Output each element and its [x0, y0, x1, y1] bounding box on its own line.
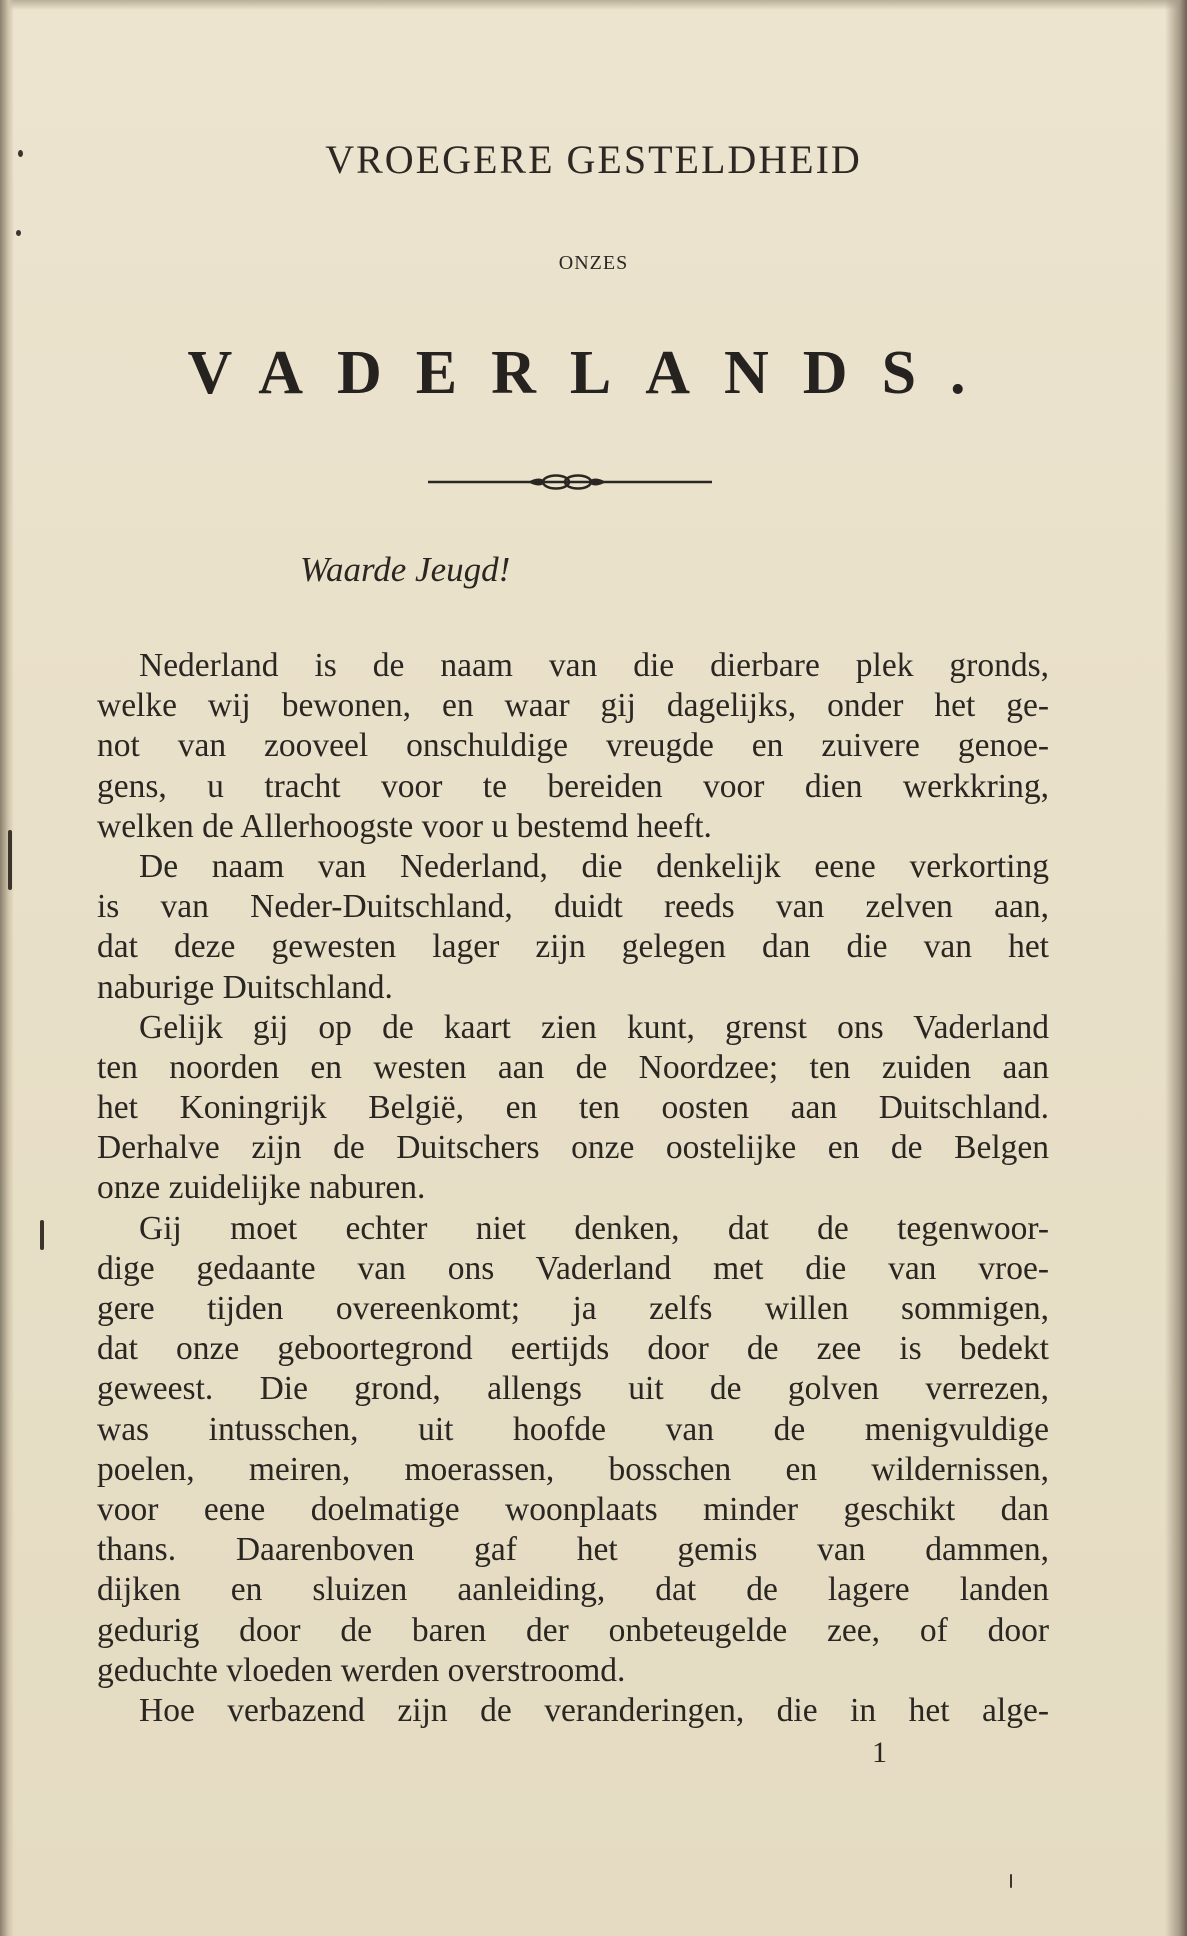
text-line: Nederland is de naam van die dierbare plek gronds,	[139, 647, 1049, 684]
ink-speck	[1010, 1874, 1012, 1888]
text-line: gere tijden overeenkomt; ja zelfs willen sommigen,	[97, 1290, 1049, 1327]
ornament-divider	[428, 470, 712, 494]
chapter-title: VROEGERE GESTELDHEID	[325, 137, 862, 182]
text-line: ten noorden en westen aan de Noordzee; ten zuiden aan	[97, 1048, 1049, 1086]
text-line: naburige Duitschland.	[97, 968, 393, 1006]
body-text	[97, 646, 1049, 1731]
text-line: Hoe verbazend zijn de veranderingen, die in het alge-	[139, 1691, 1049, 1729]
page-top-edge	[0, 0, 1187, 10]
text-line: het Koningrijk België, en ten oosten aan Duitschland.	[97, 1089, 1049, 1127]
text-line: was intusschen, uit hoofde van de menigvuldige	[97, 1410, 1049, 1448]
chapter-main-title: VADERLANDS.	[187, 339, 1000, 407]
text-line: poelen, meiren, moerassen, bosschen en wildernissen,	[97, 1450, 1049, 1488]
text-line: thans. Daarenboven gaf het gemis van dammen,	[97, 1531, 1049, 1569]
text-line: geweest. Die grond, allengs uit de golven verrezen,	[97, 1370, 1049, 1408]
ink-speck	[16, 230, 21, 236]
text-line: dat deze gewesten lager zijn gelegen dan die van het	[97, 928, 1049, 966]
text-line: Gelijk gij op de kaart zien kunt, grenst ons Vaderland	[139, 1008, 1049, 1046]
text-line: voor eene doelmatige woonplaats minder geschikt dan	[97, 1490, 1049, 1528]
ink-speck	[18, 150, 23, 157]
page-number: 1	[872, 1736, 887, 1769]
text-line: Gij moet echter niet denken, dat de tegenwoor-	[139, 1209, 1049, 1247]
page-left-edge	[0, 0, 14, 1936]
text-line: De naam van Nederland, die denkelijk eene verkorting	[139, 847, 1049, 885]
text-line: not van zooveel onschuldige vreugde en zuivere genoe-	[97, 727, 1049, 765]
text-line: onze zuidelijke naburen.	[97, 1169, 426, 1207]
text-line: is van Neder-Duitschland, duidt reeds van zelven aan,	[97, 888, 1049, 926]
chapter-subtitle: ONZES	[558, 252, 629, 274]
text-line: welken de Allerhoogste voor u bestemd heeft.	[97, 807, 712, 845]
text-line: geduchte vloeden werden overstroomd.	[97, 1651, 626, 1689]
ink-speck	[40, 1220, 44, 1250]
text-line: Derhalve zijn de Duitschers onze oostelijke en de Belgen	[97, 1129, 1049, 1167]
text-line: dige gedaante van ons Vaderland met die van vroe-	[97, 1249, 1049, 1287]
text-line: dat onze geboortegrond eertijds door de zee is bedekt	[97, 1330, 1049, 1368]
text-line: welke wij bewonen, en waar gij dagelijks, onder het ge-	[97, 687, 1049, 725]
salutation: Waarde Jeugd!	[300, 550, 511, 589]
ink-speck	[8, 830, 12, 890]
text-line: gens, u tracht voor te bereiden voor dien werkkring,	[97, 767, 1049, 805]
text-line: gedurig door de baren der onbeteugelde zee, of door	[97, 1611, 1049, 1649]
page-right-edge	[1165, 0, 1187, 1936]
text-line: dijken en sluizen aanleiding, dat de lagere landen	[97, 1571, 1049, 1609]
